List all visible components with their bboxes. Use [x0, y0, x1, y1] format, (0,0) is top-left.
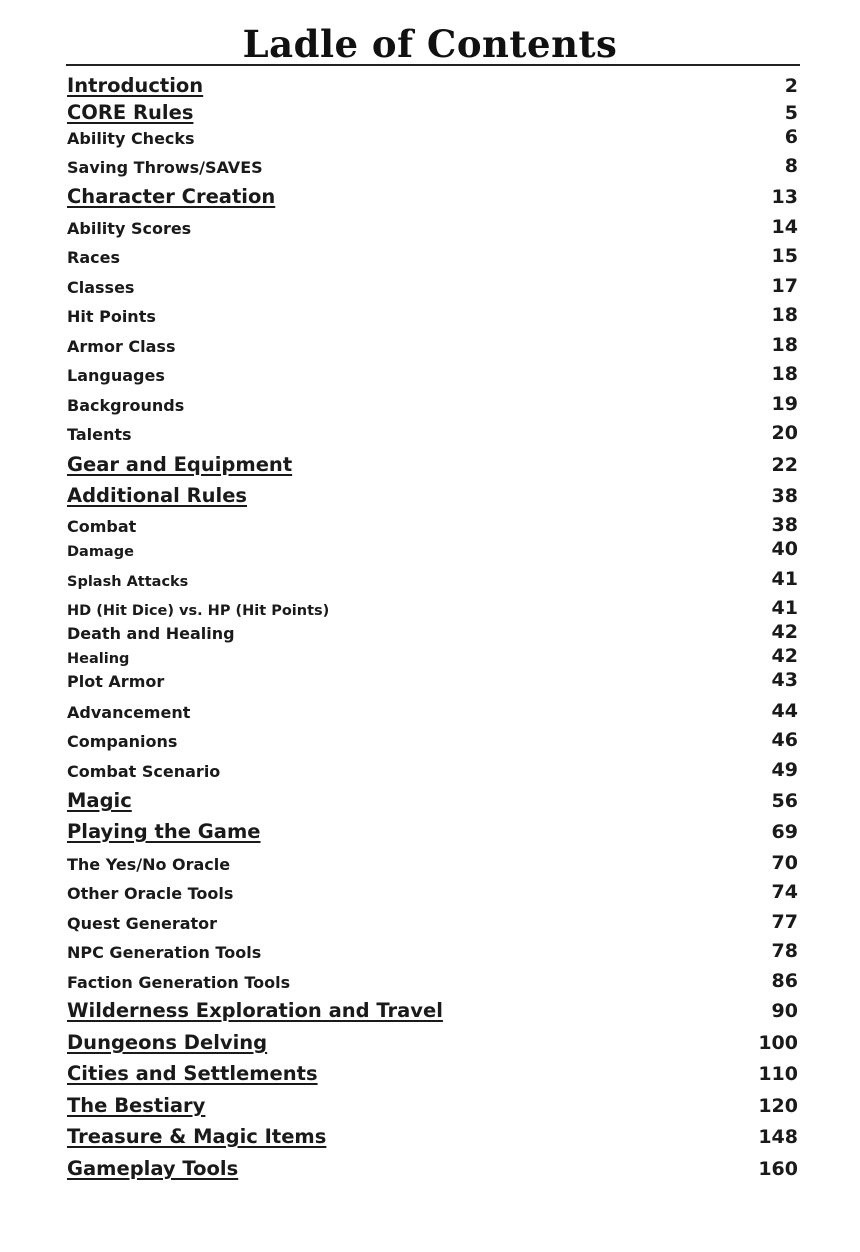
- toc-entry[interactable]: [67, 757, 798, 785]
- toc-entry-page: 86: [771, 970, 798, 992]
- toc-entry-label: Dungeons Delving: [67, 1031, 268, 1054]
- toc-entry-label: Gameplay Tools: [67, 1157, 239, 1180]
- toc-entry-page: 2: [784, 75, 798, 97]
- toc-entry-label: Introduction: [67, 74, 204, 97]
- toc-entry-page: 69: [771, 821, 798, 843]
- page-title: Ladle of Contents: [242, 22, 618, 66]
- toc-entry-page: 42: [771, 621, 798, 643]
- toc-entry-page: 148: [758, 1126, 798, 1148]
- toc-entry-page: 78: [771, 940, 798, 962]
- toc-entry-page: 74: [771, 881, 798, 903]
- toc-entry-page: 41: [771, 568, 798, 590]
- toc-entry[interactable]: [67, 850, 798, 878]
- toc-entry[interactable]: [67, 998, 798, 1026]
- toc-entry-page: 18: [771, 363, 798, 385]
- toc-entry[interactable]: [67, 391, 798, 419]
- toc-entry-label: Magic: [67, 789, 132, 812]
- toc-entry[interactable]: [67, 727, 798, 755]
- toc-entry-label: Faction Generation Tools: [67, 973, 291, 992]
- toc-entry-label: Quest Generator: [67, 914, 218, 933]
- toc-entry-label: Companions: [67, 732, 178, 751]
- toc-entry-label: Saving Throws/SAVES: [67, 158, 263, 177]
- toc-entry-page: 18: [771, 304, 798, 326]
- toc-entry-label: Classes: [67, 278, 135, 297]
- toc-entry-page: 18: [771, 334, 798, 356]
- toc-entry-label: Wilderness Exploration and Travel: [67, 999, 443, 1022]
- toc-entry[interactable]: [67, 1030, 798, 1058]
- toc-entry-page: 13: [771, 186, 798, 208]
- toc-entry-page: 43: [771, 669, 798, 691]
- toc-entry-page: 44: [771, 700, 798, 722]
- toc-entry-label: NPC Generation Tools: [67, 943, 262, 962]
- toc-entry[interactable]: [67, 938, 798, 966]
- toc-entry-label: Ability Checks: [67, 129, 195, 148]
- toc-entry[interactable]: [67, 332, 798, 360]
- toc-entry[interactable]: [67, 536, 798, 564]
- toc-entry-label: Armor Class: [67, 337, 176, 356]
- toc-entry-page: 15: [771, 245, 798, 267]
- toc-entry-page: 6: [784, 126, 798, 148]
- toc-entry[interactable]: [67, 273, 798, 301]
- toc-entry-label: Combat: [67, 517, 137, 536]
- toc-entry-label: Cities and Settlements: [67, 1062, 318, 1085]
- toc-entry-label: Other Oracle Tools: [67, 884, 234, 903]
- toc-entry[interactable]: [67, 819, 798, 847]
- toc-entry-label: The Bestiary: [67, 1094, 206, 1117]
- toc-entry-label: HD (Hit Dice) vs. HP (Hit Points): [67, 603, 330, 619]
- toc-entry-page: 110: [758, 1063, 798, 1085]
- toc-entry-page: 77: [771, 911, 798, 933]
- toc-entry-label: Combat Scenario: [67, 762, 221, 781]
- toc-entry[interactable]: [67, 452, 798, 480]
- toc-entry[interactable]: [67, 302, 798, 330]
- toc-entry-page: 56: [771, 790, 798, 812]
- toc-entry[interactable]: [67, 214, 798, 242]
- toc-entry[interactable]: [67, 667, 798, 695]
- toc-entry[interactable]: [67, 788, 798, 816]
- toc-entry-page: 8: [784, 155, 798, 177]
- toc-entry-page: 90: [771, 1000, 798, 1022]
- toc-entry[interactable]: [67, 1061, 798, 1089]
- toc-entry[interactable]: [67, 420, 798, 448]
- toc-entry[interactable]: [67, 361, 798, 389]
- toc-entry-page: 70: [771, 852, 798, 874]
- toc-entry-label: Plot Armor: [67, 672, 165, 691]
- toc-entry-label: CORE Rules: [67, 101, 194, 124]
- toc-entry-label: Healing: [67, 651, 130, 667]
- toc-entry-page: 49: [771, 759, 798, 781]
- toc-entry-label: Death and Healing: [67, 624, 235, 643]
- toc-entry-page: 40: [771, 538, 798, 560]
- toc-entry-page: 46: [771, 729, 798, 751]
- toc-entry-page: 42: [771, 645, 798, 667]
- toc-entry-label: Races: [67, 248, 120, 267]
- toc-entry-label: Talents: [67, 425, 132, 444]
- toc-entry[interactable]: [67, 879, 798, 907]
- toc-entry-label: The Yes/No Oracle: [67, 855, 231, 874]
- toc-entry[interactable]: [67, 968, 798, 996]
- toc-entry-label: Backgrounds: [67, 396, 185, 415]
- toc-entry-page: 14: [771, 216, 798, 238]
- toc-entry[interactable]: [67, 73, 798, 101]
- toc-entry[interactable]: [67, 124, 798, 152]
- toc-entry[interactable]: [67, 1093, 798, 1121]
- toc-entry-page: 100: [758, 1032, 798, 1054]
- toc-entry-page: 160: [758, 1158, 798, 1180]
- toc-entry-page: 41: [771, 597, 798, 619]
- toc-entry-label: Advancement: [67, 703, 191, 722]
- toc-entry[interactable]: [67, 698, 798, 726]
- toc-entry[interactable]: [67, 184, 798, 212]
- toc-entry-page: 5: [784, 102, 798, 124]
- toc-entry-label: Damage: [67, 544, 134, 560]
- toc-entry-page: 120: [758, 1095, 798, 1117]
- toc-entry[interactable]: [67, 153, 798, 181]
- toc-entry-label: Character Creation: [67, 185, 276, 208]
- toc-entry-page: 17: [771, 275, 798, 297]
- toc-entry[interactable]: [67, 1156, 798, 1184]
- toc-entry[interactable]: [67, 1124, 798, 1152]
- toc-entry-page: 22: [771, 454, 798, 476]
- toc-entry-label: Splash Attacks: [67, 574, 189, 590]
- toc-entry-page: 38: [771, 485, 798, 507]
- toc-entry[interactable]: [67, 566, 798, 594]
- toc-entry-page: 19: [771, 393, 798, 415]
- toc-entry-label: Ability Scores: [67, 219, 192, 238]
- toc-entry[interactable]: [67, 243, 798, 271]
- toc-entry-label: Playing the Game: [67, 820, 261, 843]
- toc-entry-label: Languages: [67, 366, 165, 385]
- toc-entry-label: Treasure & Magic Items: [67, 1125, 327, 1148]
- toc-entry-label: Hit Points: [67, 307, 156, 326]
- toc-entry-label: Gear and Equipment: [67, 453, 293, 476]
- toc-entry-page: 20: [771, 422, 798, 444]
- toc-entry-page: 38: [771, 514, 798, 536]
- toc-entry-label: Additional Rules: [67, 484, 248, 507]
- title-divider: [66, 64, 800, 66]
- toc-entry[interactable]: [67, 909, 798, 937]
- toc-entry[interactable]: [67, 483, 798, 511]
